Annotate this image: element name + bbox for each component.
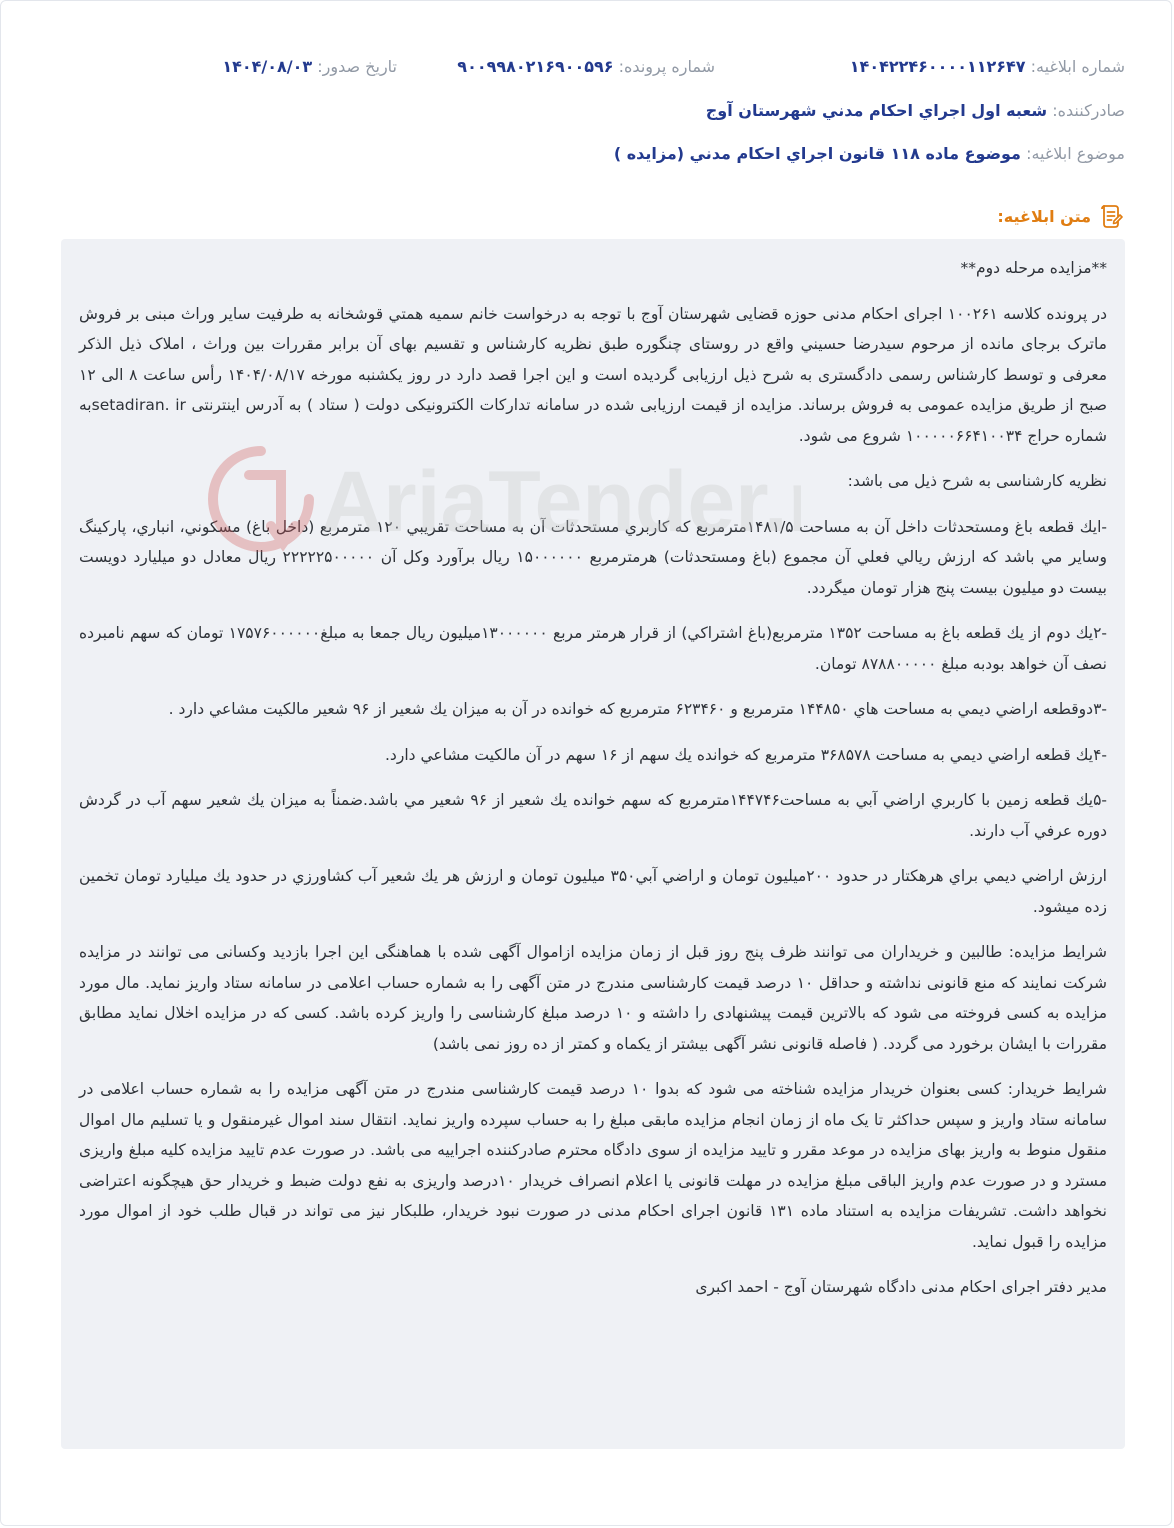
paragraph-intro: در پرونده کلاسه ۱۰۰۲۶۱ اجرای احکام مدنی حوزه قضایی شهرستان آوج با توجه به درخواست خانم سمیه همتي قوشخانه به طرفیت سایر وراث مبنی بر فروش ماترک برجای مانده از مرحوم سیدرضا حسيني واقع در روستای چنگوره طبق نظریه کارشناس و تقسیم بهای آن برابر مقررات بین وراث ، املاک ذیل الذکر معرفی و توسط کارشناس رسمی دادگستری به شرح ذیل ارزیابی گردیده است و این اجرا قصد دارد در روز یکشنبه مورخه ۱۴۰۴/۰۸/۱۷ رأس ساعت ۸ الی ۱۲ صبح از طریق مزایده عمومی به فروش برساند. مزایده از قیمت ارزیابی شده در سامانه تدارکات الکترونیکی دولت ( ستاد ) به آدرس اینترنتی setadiran. irبه شماره حراج ۱۰۰۰۰۰۶۶۴۱۰۰۳۴ شروع می شود. (79, 304, 1108, 445)
notice-number (850, 57, 1125, 76)
subject-row (61, 144, 1125, 170)
issue-date-label: تاریخ صدور: (317, 57, 397, 76)
paragraph-expert-heading: نظریه کارشناسی به شرح ذیل می باشد: (847, 472, 1107, 490)
document-icon (1099, 203, 1123, 229)
case-number-value: ۹۰۰۹۹۸۰۲۱۶۹۰۰۵۹۶ (457, 57, 614, 76)
paragraph-title: **مزایده مرحله دوم** (960, 259, 1107, 277)
paragraph-auction-conditions: شرایط مزایده: طالبین و خریداران می توانند ظرف پنج روز قبل از زمان مزایده ازاموال آگهی شده با هماهنگی این اجرا بازدید وکسانی می توانند در مزایده شرکت نمایند که منع قانونی نداشته و حداقل ۱۰ درصد قیمت کارشناسی مندرج در متن آگهی را به شماره حساب اعلامی در سامانه ستاد واریز نماید. مال مورد مزایده به کسی فروخته می شود که بالاترین قیمت پیشنهادی را داشته و ۱۰ درصد مبلغ کارشناسی را واریز کرده باشد. کسی که در مزایده اخلال نماید مطابق مقررات با ایشان برخورد می گردد. ( فاصله قانونی نشر آگهی بیشتر از یکماه و کمتر از ده روز نمی باشد) (79, 943, 1107, 1053)
issuer-value: شعبه اول اجراي احكام مدني شهرستان آوج (705, 101, 1048, 120)
case-number-label: شماره پرونده: (618, 57, 715, 76)
notice-text-heading-label: متن ابلاغیه: (997, 206, 1091, 226)
watermark-text: AriaTender. (321, 454, 788, 550)
paragraph-land-value: ارزش اراضي ديمي براي هرهكتار در حدود ۲۰۰ميليون تومان و اراضي آبي۳۵۰ ميليون تومان و ارزش هر يك شعير آب كشاورزي در حدود يك ميليارد تومان تخمين زده ميشود. (79, 867, 1107, 916)
meta-row-ids (61, 57, 1125, 83)
issuer-label: صادرکننده: (1052, 101, 1125, 120)
case-number (457, 57, 715, 76)
paragraph-buyer-conditions: شرایط خریدار: کسی بعنوان خریدار مزایده شناخته می شود که بدوا ۱۰ درصد قیمت کارشناسی مندرج در متن آگهی مزایده را به شماره حساب اعلامی در سامانه ستاد واریز و سپس حداکثر تا یک ماه از زمان انجام مزایده مابقی مبلغ را به حساب سپرده واریز نماید. انتقال سند اموال غیرمنقول و یا تسلیم مال اموال منقول منوط به واریز بهای مزایده در موعد مقرر و تایید مزایده از سوی دادگاه محترم صادرکننده اجراییه می باشد. در صورت عدم تایید مزایده کلیه مبلغ واریزی مسترد و در صورت عدم واریز الباقی مبلغ مزایده در مهلت قانونی یا اعلام انصراف خریدار ۱۰درصد واریزی به نفع دولت ضبط و خریدار حق هیچگونه اعتراضی نخواهد داشت. تشریفات مزایده به استناد ماده ۱۳۱ قانون اجرای احکام مدنی در صورت نبود خریدار، طلبکار نیز می تواند در قبال طلب خود از اموال مورد مزایده را قبول نماید. (79, 1080, 1107, 1251)
issuer-row (61, 101, 1125, 127)
subject-value: موضوع ماده ۱۱۸ قانون اجراي احكام مدني (مزايده ) (613, 144, 1021, 163)
paragraph-item-5: -۵يك قطعه زمين با كاربري اراضي آبي به مساحت۱۴۴۷۴۶مترمربع كه سهم خوانده يك شعير از ۹۶ شعير مي باشد.ضمناً به ميزان يك شعير سهم آب در گردش دوره عرفي آب دارند. (79, 791, 1108, 840)
issue-date (222, 57, 397, 76)
issue-date-value: ۱۴۰۴/۰۸/۰۳ (222, 57, 313, 76)
paragraph-item-3: -۳دوقطعه اراضي ديمي به مساحت هاي ۱۴۴۸۵۰ مترمربع و ۶۲۳۴۶۰ مترمربع كه خوانده در آن به ميزان يك شعير از ۹۶ شعير مالكيت مشاعي دارد . (168, 700, 1107, 718)
notice-number-value: ۱۴۰۴۲۲۴۶۰۰۰۰۱۱۲۶۴۷ (849, 57, 1026, 76)
notice-body (61, 239, 1125, 1449)
paragraph-signature: مدیر دفتر اجرای احکام مدنی دادگاه شهرستان آوج - احمد اکبری (695, 1278, 1107, 1296)
paragraph-item-4: -۴يك قطعه اراضي ديمي به مساحت ۳۶۸۵۷۸ مترمربع كه خوانده يك سهم از ۱۶ سهم در آن مالكيت مشاعي دارد. (385, 745, 1107, 764)
paragraph-item-1: -ايك قطعه باغ ومستحدثات داخل آن به مساحت ۱۴۸۱/۵مترمربع كه كاربري مستحدثات آن به مساحت تقريبي ۱۲۰ مترمربع (داخل باغ) مسكوني، انباري، پاركينگ وساير مي باشد كه ارزش ريالي فعلي آن مجموع (باغ ومستحدثات) هرمترمربع ۱۵۰۰۰۰۰۰ ريال برآورد وكل آن ۲۲۲۲۲۵۰۰۰۰۰ ريال معادل دو ميليارد دويست بيست دو ميليون بيست پنج هزار تومان ميگردد. (79, 517, 1107, 597)
paragraph-item-2: -۲يك دوم از يك قطعه باغ به مساحت ۱۳۵۲ مترمربع(باغ اشتراكي) از قرار هرمتر مربع ۱۳۰۰۰۰۰۰ميليون ريال جمعا به مبلغ۱۷۵۷۶۰۰۰۰۰۰ تومان كه سهم نامبرده نصف آن خواهد بودبه مبلغ ۸۷۸۸۰۰۰۰۰ تومان. (79, 624, 1108, 673)
subject-label: موضوع ابلاغیه: (1026, 144, 1125, 163)
notice-number-label: شماره ابلاغیه: (1030, 57, 1125, 76)
notice-text-heading (997, 203, 1123, 229)
